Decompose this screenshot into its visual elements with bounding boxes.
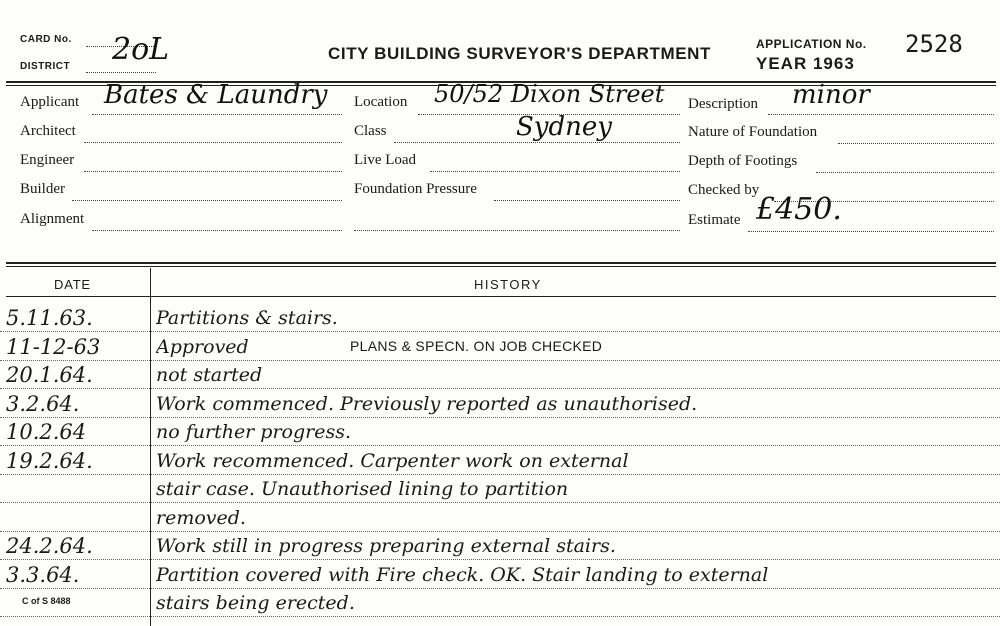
history-entry: Partitions & stairs. [156, 307, 338, 329]
history-row-line [0, 559, 1000, 560]
nature-line [838, 143, 994, 144]
applicant-line [92, 114, 342, 115]
history-header: HISTORY [474, 277, 542, 292]
history-row [0, 475, 1000, 503]
history-row-line [0, 502, 1000, 503]
history-date [0, 504, 148, 532]
history-date: 19.2.64. [6, 449, 93, 473]
alignment-line-2 [354, 230, 680, 231]
history-top-rule [6, 262, 996, 264]
location-label: Location [354, 94, 408, 110]
history-entry: no further progress. [156, 421, 352, 443]
history-entry: Approved [156, 336, 249, 358]
history-entry: stairs being erected. [156, 592, 355, 614]
history-date: 10.2.64 [6, 420, 87, 444]
history-row [0, 532, 1000, 560]
history-date: 3.3.64. [6, 563, 80, 587]
applicant-value: Bates & Laundry [104, 80, 328, 110]
history-entry: not started [156, 364, 263, 386]
history-date: 5.11.63. [6, 306, 93, 330]
history-top-rule-thin [6, 266, 996, 267]
foundation-pressure-line [494, 200, 680, 201]
applicant-label: Applicant [20, 94, 80, 110]
history-entry: stair case. Unauthorised lining to partition [156, 478, 569, 500]
card-no-label: CARD No. [20, 34, 72, 45]
architect-label: Architect [20, 123, 76, 139]
history-entry: Work commenced. Previously reported as unauthorised. [156, 393, 698, 415]
builder-line [72, 200, 342, 201]
checked-by-label: Checked by [688, 182, 760, 198]
history-date: 3.2.64. [6, 392, 80, 416]
history-date: 24.2.64. [6, 534, 93, 558]
application-number: 2528 [905, 30, 963, 58]
depth-of-footings-label: Depth of Footings [688, 153, 798, 169]
history-row-line [0, 616, 1000, 617]
estimate-value: £450. [756, 192, 842, 227]
history-row [0, 589, 1000, 617]
history-date [0, 475, 148, 503]
history-row [0, 333, 1000, 361]
history-row [0, 447, 1000, 475]
date-header: DATE [54, 277, 91, 292]
history-row [0, 390, 1000, 418]
district-line [86, 72, 156, 73]
history-header-rule [6, 296, 996, 297]
estimate-label: Estimate [688, 212, 741, 228]
alignment-label: Alignment [20, 211, 85, 227]
engineer-label: Engineer [20, 152, 75, 168]
history-row-line [0, 445, 1000, 446]
live-load-label: Live Load [354, 152, 417, 168]
history-row [0, 561, 1000, 589]
history-date: 20.1.64. [6, 363, 93, 387]
architect-line [84, 142, 342, 143]
location-value-2: Sydney [516, 112, 612, 142]
year-label: YEAR 1963 [756, 54, 855, 73]
history-row [0, 418, 1000, 446]
department-title: CITY BUILDING SURVEYOR'S DEPARTMENT [328, 44, 712, 63]
builder-label: Builder [20, 181, 65, 197]
location-value: 50/52 Dixon Street [434, 80, 665, 108]
form-code: C of S 8488 [22, 596, 71, 606]
history-entry: removed. [156, 507, 246, 529]
depth-line [816, 172, 994, 173]
history-row [0, 361, 1000, 389]
alignment-line [92, 230, 342, 231]
description-value: minor [792, 80, 870, 110]
nature-of-foundation-label: Nature of Foundation [688, 124, 818, 140]
application-label: APPLICATION No. [756, 37, 867, 51]
description-label: Description [688, 96, 758, 112]
estimate-line [748, 231, 994, 232]
foundation-pressure-label: Foundation Pressure [354, 181, 477, 197]
district-label: DISTRICT [20, 61, 71, 72]
history-entry: Work still in progress preparing external stairs. [156, 535, 616, 557]
history-entry: Partition covered with Fire check. OK. Stair landing to external [156, 564, 769, 586]
live-load-line [430, 171, 680, 172]
description-line [768, 114, 994, 115]
class-line [394, 142, 680, 143]
engineer-line [84, 171, 342, 172]
district-value: 2oL [112, 32, 170, 67]
history-entry: Work recommenced. Carpenter work on external [156, 450, 629, 472]
history-row [0, 504, 1000, 532]
class-label: Class [354, 123, 387, 139]
history-row-line [0, 388, 1000, 389]
history-date: 11-12-63 [6, 335, 101, 359]
history-row [0, 304, 1000, 332]
checked-stamp: PLANS & SPECN. ON JOB CHECKED [350, 338, 603, 354]
history-row-line [0, 331, 1000, 332]
